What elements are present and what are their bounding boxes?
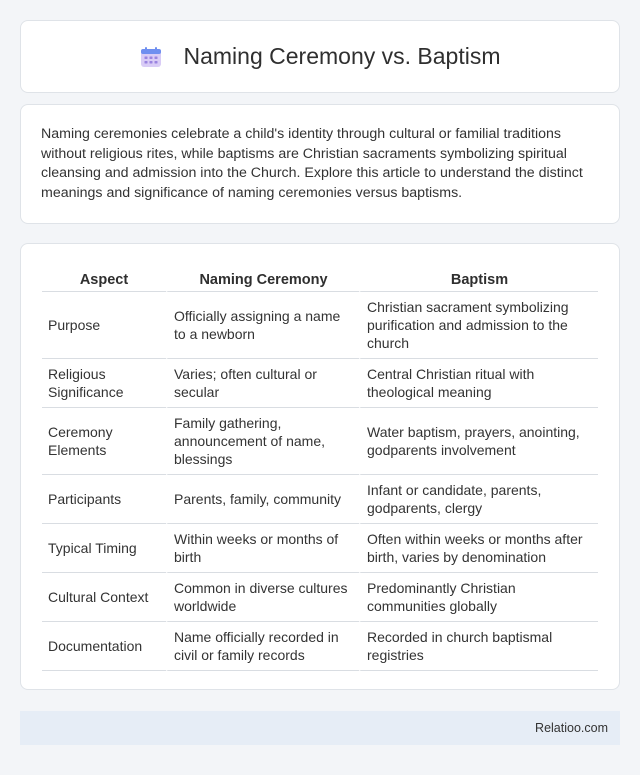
- table-cell: Religious Significance: [42, 359, 166, 408]
- table-row: [42, 408, 598, 475]
- table-row: [42, 292, 598, 359]
- table-cell: Infant or candidate, parents, godparents, clergy: [359, 475, 598, 524]
- title-card: [20, 20, 620, 93]
- table-cell: Varies; often cultural or secular: [166, 359, 359, 408]
- table-row: [42, 524, 598, 573]
- column-header-baptism: Baptism: [359, 264, 598, 292]
- column-header-naming-ceremony: Naming Ceremony: [166, 264, 359, 292]
- table-cell: Ceremony Elements: [42, 408, 166, 475]
- table-cell: Within weeks or months of birth: [166, 524, 359, 573]
- footer: [20, 711, 620, 745]
- comparison-table: [42, 264, 598, 671]
- table-cell: Name officially recorded in civil or family records: [166, 622, 359, 671]
- table-cell: Participants: [42, 475, 166, 524]
- table-cell: Documentation: [42, 622, 166, 671]
- table-row: [42, 475, 598, 524]
- table-cell: Purpose: [42, 292, 166, 359]
- table-cell: Family gathering, announcement of name, blessings: [166, 408, 359, 475]
- table-row: [42, 359, 598, 408]
- table-cell: Water baptism, prayers, anointing, godparents involvement: [359, 408, 598, 475]
- calendar-icon: [140, 46, 162, 68]
- comparison-table-card: [20, 243, 620, 690]
- table-cell: Officially assigning a name to a newborn: [166, 292, 359, 359]
- footer-brand: Relatioo.com: [535, 721, 608, 735]
- table-cell: Often within weeks or months after birth, varies by denomination: [359, 524, 598, 573]
- table-row: [42, 622, 598, 671]
- table-cell: Parents, family, community: [166, 475, 359, 524]
- intro-text: Naming ceremonies celebrate a child's identity through cultural or familial traditions without religious rites, while baptisms are Christian sacraments symbolizing spiritual cleansing and admission into the Church. Explore this article to understand the distinct meanings and significance of naming ceremonies versus baptisms.: [41, 126, 583, 201]
- table-cell: Typical Timing: [42, 524, 166, 573]
- table-cell: Christian sacrament symbolizing purification and admission to the church: [359, 292, 598, 359]
- table-cell: Predominantly Christian communities globally: [359, 573, 598, 622]
- table-cell: Central Christian ritual with theological meaning: [359, 359, 598, 408]
- table-cell: Cultural Context: [42, 573, 166, 622]
- table-cell: Common in diverse cultures worldwide: [166, 573, 359, 622]
- column-header-aspect: Aspect: [42, 264, 166, 292]
- page-title: Naming Ceremony vs. Baptism: [183, 43, 501, 69]
- table-row: [42, 573, 598, 622]
- table-cell: Recorded in church baptismal registries: [359, 622, 598, 671]
- table-header-row: [42, 264, 598, 292]
- intro-card: [20, 104, 620, 224]
